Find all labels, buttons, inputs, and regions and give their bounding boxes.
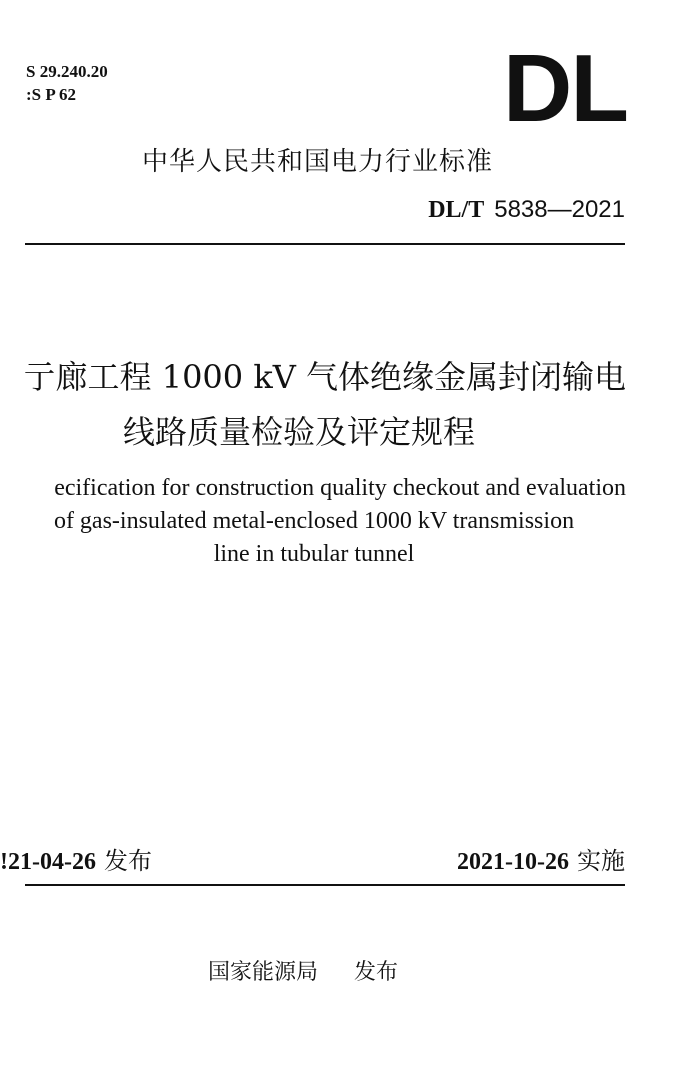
standard-number <box>428 193 625 226</box>
title-cn-line2: 线路质量检验及评定规程 <box>123 413 476 451</box>
implementation-date-value: 2021-10-26 <box>457 849 569 875</box>
title-cn-line1-text: 亍廊工程 1000 kV 气体绝缘金属封闭输电 <box>23 358 626 396</box>
standard-prefix: DL/T <box>428 197 485 223</box>
issue-date <box>0 845 152 878</box>
dl-logo: DL <box>503 35 627 142</box>
title-en-line2: of gas-insulated metal-enclosed 1000 kV transmission <box>53 508 575 534</box>
title-en-line1 <box>0 472 626 504</box>
standard-type: 中华人民共和国电力行业标准 <box>142 147 494 177</box>
title-en-line3: line in tubular tunnel <box>213 541 415 567</box>
standard-code: 5838—2021 <box>494 196 625 223</box>
ccs-code: :S P 62 <box>26 85 77 104</box>
ics-code: S 29.240.20 <box>26 62 108 81</box>
publisher-name: 国家能源局 <box>208 960 319 985</box>
top-divider <box>25 243 625 245</box>
implementation-date-label: 实施 <box>577 847 625 875</box>
implementation-date <box>457 845 625 878</box>
issue-date-value: !21-04-26 <box>0 849 96 875</box>
bottom-divider <box>25 884 625 886</box>
title-en-line1-text: ecification for construction quality checkout and evaluation <box>54 475 626 501</box>
publisher-label: 发布 <box>354 960 399 985</box>
title-cn-line1 <box>0 355 626 399</box>
issue-date-label: 发布 <box>103 847 152 875</box>
publisher <box>208 958 398 988</box>
